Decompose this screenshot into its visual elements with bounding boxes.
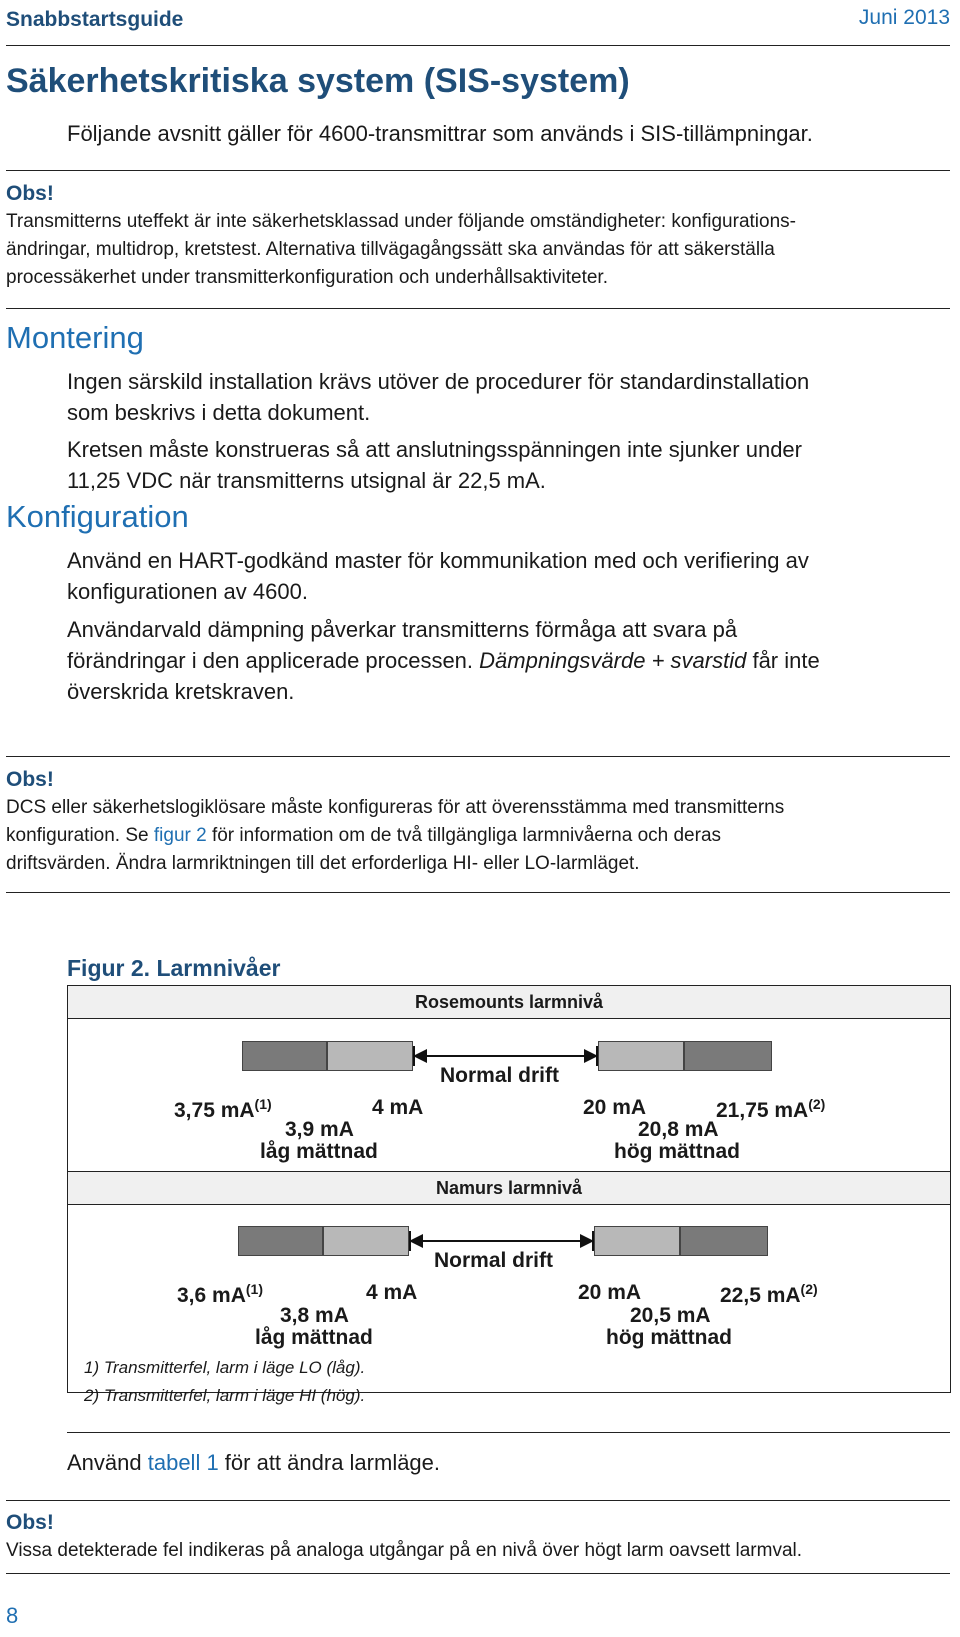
rosemount-alarm-low-segment	[242, 1041, 327, 1071]
namur-low-saturation-label: låg mättnad	[255, 1326, 373, 1349]
figure-2-link[interactable]: figur 2	[153, 825, 207, 846]
namur-value-alarm-low: 3,6 $mA^{(1)}$	[177, 1281, 263, 1307]
rosemount-alarm-high-segment	[684, 1041, 772, 1071]
alarm-level-figure	[67, 985, 951, 1405]
rosemount-value-high-saturation: 20,8 mA	[638, 1118, 719, 1141]
namur-saturation-high-segment	[594, 1226, 680, 1256]
rosemount-value-20ma: 20 mA	[583, 1096, 647, 1119]
namur-normal-range-arrow	[409, 1231, 594, 1251]
konfiguration-paragraph-1: Använd en HART-godkänd master för kommunikation med och verifiering av konfigurationen av 4600.	[67, 548, 809, 604]
rosemount-normal-label: Normal drift	[440, 1064, 560, 1087]
rosemount-title: Rosemounts larmnivå	[68, 986, 950, 1019]
montering-paragraph-1: Ingen särskild installation krävs utöver de procedurer för standardinstallation som beskrivs i detta dokument.	[67, 369, 810, 425]
emphasis-text: Dämpningsvärde + svarstid	[479, 648, 747, 673]
after-figure-text: Använd tabell 1 för att ändra larmläge.	[67, 1450, 441, 1475]
page-title: Säkerhetskritiska system (SIS-system)	[6, 62, 630, 100]
rosemount-high-saturation-label: hög mättnad	[614, 1140, 740, 1163]
header-guide-title: Snabbstartsguide	[6, 8, 184, 31]
konfiguration-paragraph-2: Användarvald dämpning påverkar transmitterns förmåga att svara på förändringar i den applicerade processen. Dämpningsvärde + svarstid får inte överskrida kretskraven.	[67, 617, 820, 704]
obs2-bottom-rule	[6, 892, 950, 893]
footnote-1: 1) Transmitterfel, larm i läge LO (låg).	[84, 1358, 366, 1377]
footnote-2: 2) Transmitterfel, larm i läge HI (hög).	[84, 1386, 366, 1405]
section-heading-konfiguration: Konfiguration	[6, 499, 189, 534]
obs3-top-rule	[6, 1500, 950, 1501]
figure-bottom-rule	[67, 1432, 950, 1433]
section-heading-montering: Montering	[6, 320, 144, 355]
intro-text: Följande avsnitt gäller för 4600-transmittrar som används i SIS-tillämpningar.	[67, 121, 813, 146]
figure-caption: Figur 2. Larmnivåer	[67, 955, 281, 981]
namur-value-low-saturation: 3,8 mA	[280, 1304, 349, 1327]
namur-value-4ma: 4 mA	[366, 1281, 418, 1304]
namur-value-20ma: 20 mA	[578, 1281, 642, 1304]
montering-paragraph-2: Kretsen måste konstrueras så att anslutningsspänningen inte sjunker under 11,25 VDC när transmitterns utsignal är 22,5 mA.	[67, 437, 802, 493]
namur-alarm-high-segment	[680, 1226, 768, 1256]
namur-normal-label: Normal drift	[434, 1249, 554, 1272]
obs2-text: DCS eller säkerhetslogiklösare måste konfigureras för att överensstämma med transmitterns konfiguration. Se figur 2 för information om de två tillgängliga larmnivåerna och deras driftsvärden. Ändra larmriktningen till det erforderliga HI- eller LO-larmläget.	[6, 797, 785, 874]
rosemount-value-alarm-high: 21,75 $mA^{(2)}$	[716, 1096, 826, 1122]
rosemount-normal-range-arrow	[413, 1046, 598, 1066]
namur-value-high-saturation: 20,5 mA	[630, 1304, 711, 1327]
obs2-top-rule	[6, 756, 950, 757]
obs1-bottom-rule	[6, 308, 950, 309]
namur-value-alarm-high: 22,5 $mA^{(2)}$	[720, 1281, 818, 1307]
namur-high-saturation-label: hög mättnad	[606, 1326, 732, 1349]
obs1-top-rule	[6, 170, 950, 171]
obs2-label: Obs!	[6, 768, 54, 791]
obs3-text: Vissa detekterade fel indikeras på analoga utgångar på en nivå över högt larm oavsett larmval.	[6, 1540, 803, 1561]
rosemount-saturation-low-segment	[327, 1041, 413, 1071]
namur-saturation-low-segment	[323, 1226, 409, 1256]
header-rule	[6, 45, 950, 46]
table-1-link[interactable]: tabell 1	[147, 1450, 219, 1475]
obs3-bottom-rule	[6, 1573, 950, 1574]
obs1-label: Obs!	[6, 182, 54, 205]
rosemount-value-alarm-low: 3,75 $mA^{(1)}$	[174, 1096, 272, 1122]
page-number: 8	[6, 1603, 19, 1628]
rosemount-low-saturation-label: låg mättnad	[260, 1140, 378, 1163]
header-date: Juni 2013	[858, 6, 950, 29]
rosemount-saturation-high-segment	[598, 1041, 684, 1071]
rosemount-value-low-saturation: 3,9 mA	[285, 1118, 354, 1141]
namur-alarm-low-segment	[238, 1226, 323, 1256]
obs3-label: Obs!	[6, 1511, 54, 1534]
obs1-text: Transmitterns uteffekt är inte säkerhetsklassad under följande omständigheter: konfigurations- ändringar, multidrop, kretstest. Alternativa tillvägagångssätt ska användas för att säkerställa processäkerhet under transmitterkonfiguration och underhållsaktiviteter.	[6, 211, 796, 288]
namur-title: Namurs larmnivå	[68, 1171, 950, 1205]
rosemount-value-4ma: 4 mA	[372, 1096, 424, 1119]
